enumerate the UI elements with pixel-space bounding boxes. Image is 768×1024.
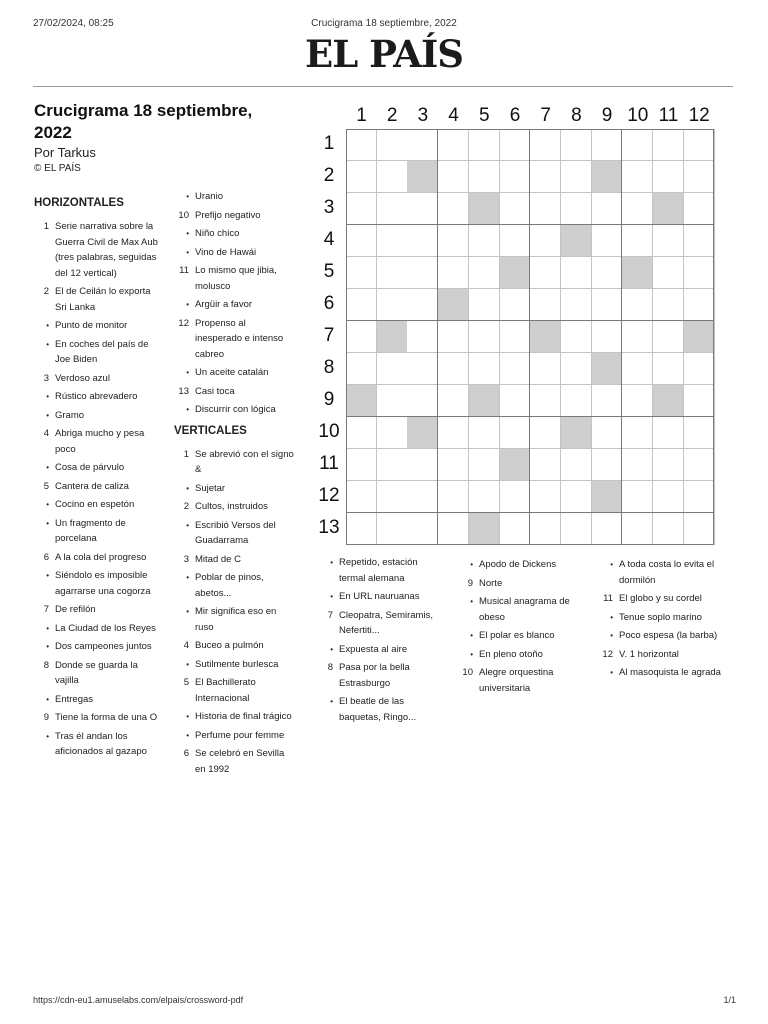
clue-text: V. 1 horizontal	[619, 648, 679, 660]
clue-item	[34, 568, 164, 599]
clue-text: Donde se guarda la vajilla	[55, 659, 138, 686]
clue-number: 10	[462, 667, 473, 678]
clue-text: Siéndolo es imposible agarrarse una cogorza	[55, 570, 151, 597]
grid-border	[346, 129, 714, 545]
clue-number: 11	[179, 265, 189, 276]
grid-separator	[346, 224, 714, 225]
clue-text: Punto de monitor	[55, 320, 128, 331]
clue-item	[458, 557, 583, 573]
clue-text: Tiene la forma de una O	[55, 712, 158, 723]
clue-item	[318, 608, 443, 639]
clue-text: El polar es blanco	[479, 630, 555, 641]
header-divider	[33, 86, 733, 87]
clue-item	[174, 263, 294, 294]
clue-item	[34, 284, 164, 315]
grid-column-number: 4	[448, 105, 459, 126]
clue-list-col2a	[174, 189, 294, 418]
clue-item	[598, 647, 728, 663]
clue-item	[174, 226, 294, 242]
grid-row-number: 4	[323, 229, 335, 250]
grid-row-number: 9	[323, 389, 335, 410]
clue-item	[174, 518, 294, 549]
clue-text: Un fragmento de porcelana	[55, 517, 126, 544]
clue-number: •	[46, 731, 49, 741]
clue-text: El de Ceilán lo exporta Sri Lanka	[55, 286, 151, 313]
clue-text: Cosa de párvulo	[55, 462, 125, 473]
clue-list-col3	[318, 555, 443, 725]
clue-number: •	[186, 712, 189, 721]
footer-url: https://cdn-eu1.amuselabs.com/elpais/crossword-pdf	[33, 995, 244, 1005]
clue-number: •	[186, 573, 189, 582]
header-doc-title: Crucigrama 18 septiembre, 2022	[311, 18, 457, 29]
clue-item	[174, 499, 294, 515]
grid-column-number: 12	[688, 105, 710, 126]
clue-number: 4	[43, 428, 49, 439]
clue-text: Pasa por la bella Estrasburgo	[339, 662, 410, 689]
grid-column-number: 2	[386, 105, 398, 126]
clue-item	[458, 665, 583, 696]
horizontales-heading: HORIZONTALES	[34, 197, 124, 209]
clue-text: Dos campeones juntos	[55, 641, 152, 652]
clue-number: •	[610, 612, 613, 622]
clue-text: Rústico abrevadero	[55, 391, 138, 402]
grid-separator	[529, 129, 530, 545]
clue-number: •	[186, 300, 189, 309]
clue-item	[34, 426, 164, 457]
clue-list-col5	[598, 557, 728, 681]
clue-number: 6	[183, 748, 189, 759]
clue-text: Expuesta al aire	[339, 643, 408, 655]
clue-text: Entregas	[55, 693, 94, 705]
clue-number: 3	[183, 553, 189, 565]
grid-separator	[346, 416, 714, 417]
grid-column-number: 1	[356, 105, 367, 126]
clue-list-col1	[34, 219, 164, 760]
clue-number: 5	[183, 677, 189, 688]
clue-number: •	[186, 229, 189, 238]
clue-item	[34, 460, 164, 476]
header-datetime: 27/02/2024, 08:25	[33, 18, 114, 29]
clue-text: El beatle de las baquetas, Ringo...	[339, 696, 417, 723]
clue-item	[34, 729, 164, 760]
clue-number: •	[470, 560, 473, 569]
clue-number: 8	[327, 662, 333, 673]
clue-item	[598, 665, 728, 681]
clue-text: Sujetar	[195, 482, 226, 494]
clue-number: 10	[178, 209, 189, 221]
clue-number: 9	[467, 577, 473, 589]
clue-item	[34, 692, 164, 708]
clue-item	[598, 610, 728, 626]
clue-item	[598, 591, 728, 607]
clue-number: •	[186, 520, 189, 530]
grid-row-number: 12	[318, 485, 340, 506]
grid-row-number: 7	[323, 325, 335, 346]
clue-number: •	[330, 697, 333, 706]
clue-number: •	[470, 649, 473, 659]
puzzle-author: Por Tarkus	[34, 145, 96, 160]
clue-item	[174, 245, 294, 261]
clue-item	[174, 297, 294, 313]
clue-text: Discurrir con lógica	[195, 404, 276, 415]
clue-item	[174, 570, 294, 601]
clue-list-col2b	[174, 447, 294, 778]
clue-number: •	[46, 623, 49, 633]
grid-separator	[621, 129, 622, 545]
clue-number: 2	[43, 286, 49, 297]
clue-text: Serie narrativa sobre la Guerra Civil de Max Aub (tres palabras, seguidas del 12 vertical)	[55, 221, 158, 279]
clue-number: 11	[603, 593, 613, 604]
clue-item	[174, 675, 294, 706]
clue-number: •	[330, 558, 333, 567]
clue-item	[34, 621, 164, 637]
clue-number: 5	[43, 480, 49, 492]
clue-number: •	[470, 597, 473, 606]
clue-item	[34, 658, 164, 689]
grid-row-number: 13	[318, 517, 340, 538]
clue-item	[34, 371, 164, 387]
clue-text: Cultos, instruidos	[195, 501, 268, 512]
grid-column-number: 9	[601, 105, 613, 126]
clue-item	[598, 557, 728, 588]
clue-text: Tenue soplo marino	[619, 611, 702, 623]
clue-number: 12	[178, 317, 189, 329]
clue-item	[34, 710, 164, 726]
verticales-heading: VERTICALES	[174, 424, 247, 437]
clue-text: Repetido, estación termal alemana	[339, 557, 418, 584]
grid-separator	[437, 129, 438, 545]
grid-separator	[346, 512, 714, 513]
clue-item	[458, 594, 583, 625]
clue-number: •	[46, 694, 49, 704]
clue-text: El globo y su cordel	[619, 593, 702, 604]
clues-column-2	[174, 189, 294, 780]
clue-number: 13	[178, 385, 189, 397]
clue-number: •	[46, 500, 49, 509]
clue-number: •	[610, 668, 613, 677]
clue-number: •	[46, 321, 49, 330]
clue-text: Mitad de C	[195, 553, 241, 565]
clue-number: 2	[183, 501, 189, 512]
clue-number: •	[186, 368, 189, 377]
clue-item	[34, 602, 164, 618]
clue-number: 3	[43, 372, 49, 384]
clue-number: 8	[43, 659, 49, 671]
clue-item	[34, 219, 164, 281]
clue-item	[34, 550, 164, 566]
clue-text: La Ciudad de los Reyes	[55, 622, 156, 634]
clue-text: Musical anagrama de obeso	[479, 596, 570, 623]
clue-number: •	[610, 631, 613, 640]
clue-text: Vino de Hawái	[195, 246, 257, 258]
clue-text: En pleno otoño	[479, 648, 543, 660]
clue-text: De refilón	[55, 604, 96, 615]
clue-item	[174, 746, 294, 777]
clue-item	[174, 481, 294, 497]
clue-text: En coches del país de Joe Biden	[55, 338, 149, 365]
grid-row-number: 10	[318, 421, 340, 442]
footer-page-number: 1/1	[723, 995, 736, 1005]
clue-item	[174, 447, 294, 478]
clue-item	[318, 555, 443, 586]
clue-item	[318, 694, 443, 725]
clue-item	[458, 628, 583, 644]
clue-item	[174, 709, 294, 725]
clue-number: 4	[183, 640, 189, 651]
clue-text: Niño chico	[195, 228, 240, 239]
clue-item	[174, 552, 294, 568]
clue-list-col4	[458, 557, 583, 696]
clue-text: Casi toca	[195, 385, 235, 397]
clue-text: Historia de final trágico	[195, 711, 292, 722]
clue-number: •	[186, 659, 189, 669]
clue-number: 6	[43, 551, 49, 563]
clue-item	[598, 628, 728, 644]
clue-text: Cocino en espetón	[55, 499, 135, 510]
clue-number: •	[46, 339, 49, 349]
clues-column-5	[598, 557, 728, 684]
clue-number: 7	[43, 604, 49, 615]
clue-item	[458, 576, 583, 592]
clue-text: Buceo a pulmón	[195, 640, 264, 651]
clue-text: Tras él andan los aficionados al gazapo	[55, 730, 147, 757]
clue-number: 1	[183, 448, 189, 460]
grid-column-number: 10	[627, 105, 649, 126]
clue-text: A la cola del progreso	[55, 551, 147, 563]
grid-row-number: 1	[323, 133, 335, 154]
clue-text: Alegre orquestina universitaria	[479, 667, 554, 694]
clue-text: Abriga mucho y pesa poco	[55, 428, 145, 455]
el-pais-logo: EL PAÍS	[305, 32, 463, 76]
clue-number: •	[46, 410, 49, 420]
grid-column-number: 5	[479, 105, 490, 126]
clue-item	[174, 365, 294, 381]
clue-item	[34, 408, 164, 424]
clue-number: •	[186, 247, 189, 257]
clue-item	[34, 389, 164, 405]
clue-item	[174, 728, 294, 744]
grid-row-number: 11	[319, 453, 339, 474]
puzzle-copyright: © EL PAÍS	[34, 163, 81, 174]
clue-item	[174, 189, 294, 205]
clue-item	[174, 316, 294, 363]
clue-text: El Bachillerato Internacional	[195, 677, 256, 704]
clue-text: Cantera de caliza	[55, 480, 129, 492]
clue-number: •	[470, 631, 473, 640]
clue-text: Un aceite catalán	[195, 367, 269, 378]
puzzle-title: Crucigrama 18 septiembre, 2022	[34, 101, 253, 142]
clue-text: Lo mismo que jibia, molusco	[195, 265, 277, 292]
clue-number: •	[186, 192, 189, 201]
clue-text: Uranio	[195, 191, 223, 202]
clue-number: •	[330, 644, 333, 654]
clue-text: Cleopatra, Semiramis, Nefertiti...	[339, 609, 433, 636]
grid-row-number: 3	[323, 197, 335, 218]
clue-item	[174, 657, 294, 673]
clue-text: Perfume pour femme	[195, 729, 285, 741]
clue-text: Escribió Versos del Guadarrama	[195, 519, 276, 546]
grid-column-number: 8	[571, 105, 582, 126]
clue-number: •	[186, 483, 189, 493]
clue-item	[34, 639, 164, 655]
clue-number: •	[46, 463, 49, 472]
clues-column-4	[458, 557, 583, 699]
grid-column-number: 11	[658, 105, 679, 126]
clue-item	[34, 337, 164, 368]
clue-item	[174, 604, 294, 635]
clue-text: Mir significa eso en ruso	[195, 606, 277, 633]
clue-item	[174, 208, 294, 224]
clue-number: •	[46, 571, 49, 580]
clue-item	[458, 647, 583, 663]
clue-number: •	[330, 592, 333, 601]
clue-item	[174, 402, 294, 418]
clue-text: Propenso al inesperado e intenso cabreo	[195, 317, 284, 360]
clue-item	[174, 384, 294, 400]
grid-column-number: 3	[417, 105, 429, 126]
clue-number: •	[46, 518, 49, 528]
grid-separator	[346, 320, 714, 321]
clue-item	[34, 479, 164, 495]
clue-text: Prefijo negativo	[195, 209, 261, 221]
clue-number: 1	[43, 221, 49, 232]
clue-text: Se celebró en Sevilla en 1992	[195, 748, 285, 775]
clue-text: Verdoso azul	[55, 372, 110, 384]
clue-text: Poblar de pinos, abetos...	[195, 572, 264, 599]
clue-item	[34, 318, 164, 334]
clue-text: Se abrevió con el signo &	[195, 448, 294, 475]
clue-text: En URL nauruanas	[339, 591, 420, 602]
clue-item	[34, 516, 164, 547]
clue-number: •	[46, 392, 49, 401]
grid-row-number: 5	[323, 261, 335, 282]
clue-text: Poco espesa (la barba)	[619, 630, 718, 641]
clues-column-1	[34, 196, 164, 763]
grid-column-number: 6	[509, 105, 521, 126]
grid-row-number: 2	[323, 165, 335, 186]
clue-number: •	[46, 642, 49, 651]
grid-row-number: 8	[323, 357, 335, 378]
clues-column-3	[318, 555, 443, 728]
clue-number: •	[610, 560, 613, 569]
clue-text: A toda costa lo evita el dormilón	[619, 559, 715, 586]
clue-text: Argüir a favor	[195, 299, 253, 310]
clue-item	[318, 589, 443, 605]
clue-number: •	[186, 607, 189, 616]
clue-item	[318, 642, 443, 658]
clue-item	[318, 660, 443, 691]
clue-number: 12	[602, 648, 613, 660]
clue-number: •	[186, 405, 189, 414]
clue-text: Gramo	[55, 409, 85, 421]
clue-item	[174, 638, 294, 654]
clue-number: 9	[43, 712, 49, 723]
clue-item	[34, 497, 164, 513]
clue-text: Al masoquista le agrada	[619, 667, 721, 678]
clue-text: Sutilmente burlesca	[195, 658, 279, 670]
clue-text: Norte	[479, 577, 503, 589]
grid-row-number: 6	[323, 293, 335, 314]
clue-number: •	[186, 730, 189, 740]
clue-number: 7	[327, 609, 333, 621]
grid-column-number: 7	[540, 105, 551, 126]
clue-text: Apodo de Dickens	[479, 559, 557, 570]
